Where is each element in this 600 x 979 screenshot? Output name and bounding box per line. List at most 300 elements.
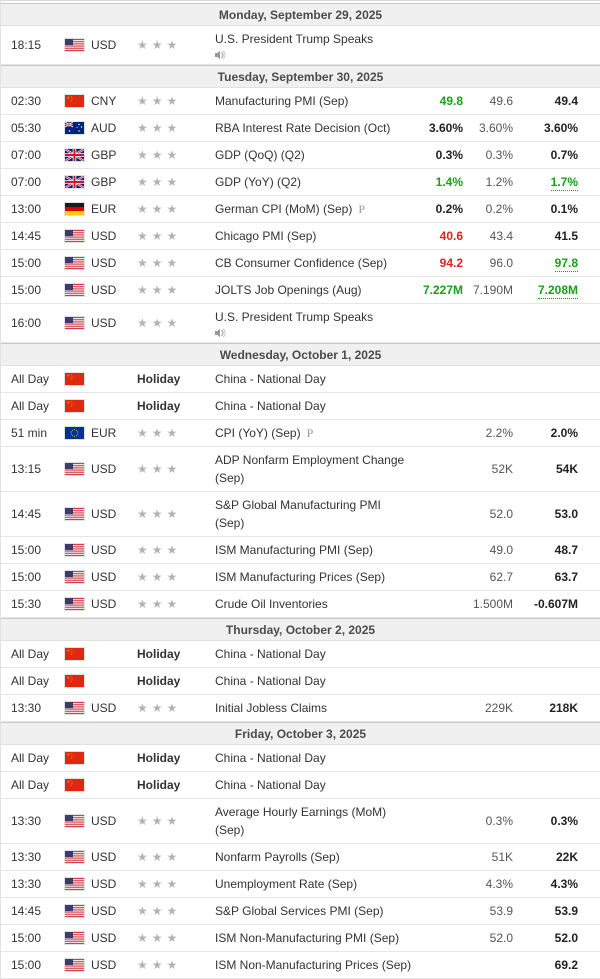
event-time: 07:00 <box>11 175 42 189</box>
event-cell <box>215 173 413 191</box>
speaker-icon[interactable] <box>215 328 413 338</box>
forecast-value: 0.3% <box>485 148 513 162</box>
importance-cell <box>137 507 215 521</box>
event-cell <box>215 496 413 532</box>
importance-stars-icon: ★★★ <box>137 904 182 918</box>
importance-cell <box>137 372 215 386</box>
event-title[interactable]: ISM Manufacturing PMI (Sep) <box>215 543 374 557</box>
currency-code: USD <box>91 283 117 297</box>
event-row[interactable] <box>1 695 600 722</box>
previous-value: 53.0 <box>554 507 578 521</box>
currency-code: USD <box>91 229 117 243</box>
event-title[interactable]: Average Hourly Earnings (MoM) (Sep) <box>215 805 387 837</box>
currency-code: AUD <box>91 121 117 135</box>
country-cell <box>65 850 137 864</box>
us-flag-icon <box>65 317 84 329</box>
event-title[interactable]: U.S. President Trump Speaks <box>215 32 374 46</box>
event-cell <box>215 92 413 110</box>
day-header: Thursday, October 2, 2025 <box>1 618 600 641</box>
importance-cell <box>137 121 215 135</box>
importance-stars-icon: ★★★ <box>137 283 182 297</box>
forecast-value: 52.0 <box>489 931 513 945</box>
country-cell <box>65 570 137 584</box>
holiday-label: Holiday <box>137 751 181 765</box>
country-cell <box>65 426 137 440</box>
event-title[interactable]: Unemployment Rate (Sep) <box>215 877 358 891</box>
preliminary-icon: P <box>358 202 366 216</box>
importance-cell <box>137 426 215 440</box>
event-title[interactable]: ISM Non-Manufacturing Prices (Sep) <box>215 958 412 972</box>
currency-code: USD <box>91 958 117 972</box>
country-cell <box>65 701 137 715</box>
currency-code: USD <box>91 316 117 330</box>
country-cell <box>65 877 137 891</box>
event-cell <box>215 541 413 559</box>
importance-stars-icon: ★★★ <box>137 507 182 521</box>
forecast-value: 0.3% <box>485 814 513 828</box>
event-title[interactable]: China - National Day <box>215 372 326 386</box>
event-cell <box>215 595 413 613</box>
country-cell <box>65 675 137 687</box>
event-title[interactable]: China - National Day <box>215 399 326 413</box>
event-time: 16:00 <box>11 316 42 330</box>
forecast-value: 0.2% <box>485 202 513 216</box>
event-time: 15:30 <box>11 597 42 611</box>
event-cell <box>215 956 413 974</box>
event-title[interactable]: JOLTS Job Openings (Aug) <box>215 283 362 297</box>
country-cell <box>65 597 137 611</box>
importance-stars-icon: ★★★ <box>137 316 182 330</box>
holiday-row[interactable] <box>1 668 600 695</box>
gb-flag-icon <box>65 149 84 161</box>
event-time: 15:00 <box>11 256 42 270</box>
importance-stars-icon: ★★★ <box>137 462 182 476</box>
currency-code: USD <box>91 904 117 918</box>
importance-cell <box>137 202 215 216</box>
eu-flag-icon <box>65 427 84 439</box>
importance-cell <box>137 283 215 297</box>
preliminary-icon: P <box>306 426 314 440</box>
us-flag-icon <box>65 932 84 944</box>
event-row[interactable] <box>1 420 600 447</box>
previous-value: 48.7 <box>554 543 578 557</box>
importance-cell <box>137 462 215 476</box>
event-row[interactable] <box>1 447 600 492</box>
previous-value: 22K <box>555 850 578 864</box>
importance-stars-icon: ★★★ <box>137 701 182 715</box>
importance-cell <box>137 850 215 864</box>
day-header: Friday, October 3, 2025 <box>1 722 600 745</box>
previous-value: 1.7% <box>550 175 578 189</box>
event-cell <box>215 119 413 137</box>
country-cell <box>65 543 137 557</box>
previous-value: 53.9 <box>554 904 578 918</box>
currency-code: EUR <box>91 202 117 216</box>
day-header: Wednesday, October 1, 2025 <box>1 343 600 366</box>
event-time: 02:30 <box>11 94 42 108</box>
importance-cell <box>137 316 215 330</box>
importance-cell <box>137 38 215 52</box>
country-cell <box>65 752 137 764</box>
forecast-value: 3.60% <box>478 121 513 135</box>
event-cell <box>215 254 413 272</box>
country-cell <box>65 148 137 162</box>
event-time: 14:45 <box>11 904 42 918</box>
importance-stars-icon: ★★★ <box>137 38 182 52</box>
event-title[interactable]: CPI (YoY) (Sep) P <box>215 426 314 440</box>
event-cell <box>215 749 413 767</box>
country-cell <box>65 400 137 412</box>
event-time: 07:00 <box>11 148 42 162</box>
event-title[interactable]: RBA Interest Rate Decision (Oct) <box>215 121 391 135</box>
forecast-value: 4.3% <box>485 877 513 891</box>
previous-value: 4.3% <box>550 877 578 891</box>
au-flag-icon <box>65 122 84 134</box>
importance-stars-icon: ★★★ <box>137 175 182 189</box>
event-time: All Day <box>11 647 50 661</box>
event-row[interactable] <box>1 537 600 564</box>
event-row[interactable] <box>1 844 600 871</box>
us-flag-icon <box>65 571 84 583</box>
event-cell <box>215 803 413 839</box>
previous-value: 3.60% <box>543 121 578 135</box>
event-time: 05:30 <box>11 121 42 135</box>
country-cell <box>65 283 137 297</box>
previous-value: 54K <box>555 462 578 476</box>
currency-code: USD <box>91 570 117 584</box>
event-cell <box>215 424 413 442</box>
cn-flag-icon <box>65 648 84 660</box>
importance-stars-icon: ★★★ <box>137 814 182 828</box>
event-title[interactable]: ADP Nonfarm Employment Change (Sep) <box>215 453 405 485</box>
event-cell <box>215 308 413 338</box>
holiday-row[interactable] <box>1 641 600 668</box>
event-cell <box>215 146 413 164</box>
importance-stars-icon: ★★★ <box>137 570 182 584</box>
event-time: All Day <box>11 778 50 792</box>
importance-cell <box>137 570 215 584</box>
currency-code: CNY <box>91 94 117 108</box>
us-flag-icon <box>65 905 84 917</box>
event-row[interactable] <box>1 277 600 304</box>
event-row[interactable] <box>1 591 600 618</box>
previous-value: 63.7 <box>554 570 578 584</box>
forecast-value: 229K <box>484 701 513 715</box>
event-cell <box>215 645 413 663</box>
actual-value: 49.8 <box>439 94 463 108</box>
country-cell <box>65 229 137 243</box>
us-flag-icon <box>65 508 84 520</box>
forecast-value: 1.2% <box>485 175 513 189</box>
event-row[interactable] <box>1 799 600 844</box>
importance-cell <box>137 814 215 828</box>
us-flag-icon <box>65 39 84 51</box>
actual-value: 7.227M <box>422 283 463 297</box>
event-row[interactable] <box>1 196 600 223</box>
holiday-row[interactable] <box>1 393 600 420</box>
event-time: 15:00 <box>11 543 42 557</box>
event-title[interactable]: ISM Manufacturing Prices (Sep) <box>215 570 386 584</box>
forecast-value: 7.190M <box>472 283 513 297</box>
forecast-value: 43.4 <box>489 229 513 243</box>
cn-flag-icon <box>65 752 84 764</box>
event-title[interactable]: China - National Day <box>215 751 326 765</box>
importance-cell <box>137 229 215 243</box>
actual-value: 40.6 <box>439 229 463 243</box>
currency-code: USD <box>91 38 117 52</box>
event-cell <box>215 875 413 893</box>
actual-value: 0.2% <box>435 202 463 216</box>
us-flag-icon <box>65 230 84 242</box>
us-flag-icon <box>65 878 84 890</box>
previous-value: 52.0 <box>554 931 578 945</box>
day-header: Tuesday, September 30, 2025 <box>1 65 600 88</box>
gb-flag-icon <box>65 176 84 188</box>
importance-cell <box>137 647 215 661</box>
us-flag-icon <box>65 702 84 714</box>
event-cell <box>215 397 413 415</box>
event-row[interactable] <box>1 925 600 952</box>
event-title[interactable]: S&P Global Services PMI (Sep) <box>215 904 384 918</box>
event-title[interactable]: Nonfarm Payrolls (Sep) <box>215 850 340 864</box>
country-cell <box>65 38 137 52</box>
importance-cell <box>137 931 215 945</box>
event-cell <box>215 370 413 388</box>
event-time: 13:30 <box>11 877 42 891</box>
importance-cell <box>137 94 215 108</box>
currency-code: USD <box>91 877 117 891</box>
event-time: 13:15 <box>11 462 42 476</box>
event-time: 51 min <box>11 426 48 440</box>
forecast-value: 49.0 <box>489 543 513 557</box>
importance-cell <box>137 877 215 891</box>
event-title[interactable]: China - National Day <box>215 647 326 661</box>
holiday-row[interactable] <box>1 366 600 393</box>
event-title[interactable]: GDP (YoY) (Q2) <box>215 175 302 189</box>
holiday-row[interactable] <box>1 745 600 772</box>
previous-value: 7.208M <box>537 283 578 297</box>
country-cell <box>65 121 137 135</box>
us-flag-icon <box>65 815 84 827</box>
event-row[interactable] <box>1 169 600 196</box>
event-title[interactable]: Crude Oil Inventories <box>215 597 328 611</box>
currency-code: USD <box>91 701 117 715</box>
event-title[interactable]: China - National Day <box>215 778 326 792</box>
importance-cell <box>137 256 215 270</box>
importance-stars-icon: ★★★ <box>137 958 182 972</box>
currency-code: USD <box>91 256 117 270</box>
us-flag-icon <box>65 257 84 269</box>
event-row[interactable] <box>1 564 600 591</box>
importance-stars-icon: ★★★ <box>137 931 182 945</box>
currency-code: USD <box>91 543 117 557</box>
speaker-icon[interactable] <box>215 50 413 60</box>
event-time: 18:15 <box>11 38 42 52</box>
event-title[interactable]: GDP (QoQ) (Q2) <box>215 148 305 162</box>
importance-stars-icon: ★★★ <box>137 543 182 557</box>
country-cell <box>65 175 137 189</box>
forecast-value: 2.2% <box>485 426 513 440</box>
importance-cell <box>137 904 215 918</box>
importance-cell <box>137 751 215 765</box>
event-time: 13:00 <box>11 202 42 216</box>
importance-stars-icon: ★★★ <box>137 850 182 864</box>
previous-value: 218K <box>549 701 578 715</box>
event-cell <box>215 902 413 920</box>
event-row[interactable] <box>1 115 600 142</box>
importance-stars-icon: ★★★ <box>137 229 182 243</box>
event-time: 15:00 <box>11 570 42 584</box>
currency-code: USD <box>91 462 117 476</box>
holiday-label: Holiday <box>137 674 181 688</box>
country-cell <box>65 316 137 330</box>
country-cell <box>65 904 137 918</box>
actual-value: 1.4% <box>435 175 463 189</box>
event-row[interactable] <box>1 223 600 250</box>
event-time: 14:45 <box>11 507 42 521</box>
us-flag-icon <box>65 284 84 296</box>
importance-cell <box>137 175 215 189</box>
event-cell <box>215 848 413 866</box>
event-time: All Day <box>11 372 50 386</box>
forecast-value: 49.6 <box>489 94 513 108</box>
event-row[interactable] <box>1 898 600 925</box>
event-row[interactable] <box>1 492 600 537</box>
country-cell <box>65 256 137 270</box>
event-time: 15:00 <box>11 931 42 945</box>
importance-cell <box>137 674 215 688</box>
importance-stars-icon: ★★★ <box>137 597 182 611</box>
importance-cell <box>137 543 215 557</box>
us-flag-icon <box>65 959 84 971</box>
previous-value: 69.2 <box>554 958 578 972</box>
previous-value: 0.1% <box>550 202 578 216</box>
currency-code: USD <box>91 597 117 611</box>
importance-stars-icon: ★★★ <box>137 256 182 270</box>
event-cell <box>215 929 413 947</box>
holiday-label: Holiday <box>137 778 181 792</box>
event-time: 14:45 <box>11 229 42 243</box>
country-cell <box>65 931 137 945</box>
currency-code: GBP <box>91 148 117 162</box>
event-cell <box>215 568 413 586</box>
importance-cell <box>137 148 215 162</box>
importance-cell <box>137 778 215 792</box>
event-cell <box>215 281 413 299</box>
holiday-row[interactable] <box>1 772 600 799</box>
event-title[interactable]: China - National Day <box>215 674 326 688</box>
forecast-value: 53.9 <box>489 904 513 918</box>
country-cell <box>65 648 137 660</box>
previous-value: 49.4 <box>554 94 578 108</box>
event-row[interactable] <box>1 871 600 898</box>
event-cell <box>215 451 413 487</box>
importance-cell <box>137 597 215 611</box>
actual-value: 94.2 <box>439 256 463 270</box>
event-title[interactable]: CB Consumer Confidence (Sep) <box>215 256 388 270</box>
event-time: All Day <box>11 751 50 765</box>
importance-stars-icon: ★★★ <box>137 121 182 135</box>
event-time: All Day <box>11 674 50 688</box>
country-cell <box>65 779 137 791</box>
event-row[interactable] <box>1 250 600 277</box>
event-row[interactable] <box>1 952 600 979</box>
event-title[interactable]: Manufacturing PMI (Sep) <box>215 94 349 108</box>
us-flag-icon <box>65 851 84 863</box>
importance-stars-icon: ★★★ <box>137 94 182 108</box>
event-title[interactable]: German CPI (MoM) (Sep) P <box>215 202 366 216</box>
country-cell <box>65 507 137 521</box>
cn-flag-icon <box>65 675 84 687</box>
importance-cell <box>137 701 215 715</box>
previous-value: 0.3% <box>550 814 578 828</box>
country-cell <box>65 814 137 828</box>
event-time: 15:00 <box>11 283 42 297</box>
event-title[interactable]: Initial Jobless Claims <box>215 701 328 715</box>
cn-flag-icon <box>65 400 84 412</box>
us-flag-icon <box>65 544 84 556</box>
importance-cell <box>137 958 215 972</box>
country-cell <box>65 462 137 476</box>
currency-code: GBP <box>91 175 117 189</box>
event-row[interactable] <box>1 142 600 169</box>
importance-stars-icon: ★★★ <box>137 426 182 440</box>
country-cell <box>65 202 137 216</box>
event-time: All Day <box>11 399 50 413</box>
day-header: Monday, September 29, 2025 <box>1 3 600 26</box>
importance-cell <box>137 399 215 413</box>
country-cell <box>65 958 137 972</box>
event-row[interactable] <box>1 304 600 343</box>
previous-value: 97.8 <box>554 256 578 270</box>
event-title[interactable]: S&P Global Manufacturing PMI (Sep) <box>215 498 381 530</box>
importance-stars-icon: ★★★ <box>137 148 182 162</box>
currency-code: USD <box>91 850 117 864</box>
event-title[interactable]: Chicago PMI (Sep) <box>215 229 317 243</box>
cn-flag-icon <box>65 373 84 385</box>
event-title[interactable]: U.S. President Trump Speaks <box>215 310 374 324</box>
forecast-value: 52K <box>491 462 513 476</box>
previous-value: 41.5 <box>554 229 578 243</box>
previous-value: 2.0% <box>550 426 578 440</box>
holiday-label: Holiday <box>137 372 181 386</box>
us-flag-icon <box>65 598 84 610</box>
event-title[interactable]: ISM Non-Manufacturing PMI (Sep) <box>215 931 400 945</box>
previous-value: -0.607M <box>533 597 578 611</box>
forecast-value: 62.7 <box>489 570 513 584</box>
event-cell <box>215 699 413 717</box>
event-time: 13:30 <box>11 814 42 828</box>
currency-code: USD <box>91 931 117 945</box>
previous-value: 0.7% <box>550 148 578 162</box>
actual-value: 3.60% <box>428 121 463 135</box>
country-cell <box>65 94 137 108</box>
forecast-value: 51K <box>491 850 513 864</box>
cn-flag-icon <box>65 779 84 791</box>
forecast-value: 1.500M <box>472 597 513 611</box>
event-time: 15:00 <box>11 958 42 972</box>
holiday-label: Holiday <box>137 399 181 413</box>
event-row[interactable] <box>1 88 600 115</box>
event-row[interactable] <box>1 26 600 65</box>
event-cell <box>215 227 413 245</box>
country-cell <box>65 373 137 385</box>
actual-value: 0.3% <box>435 148 463 162</box>
currency-code: EUR <box>91 426 117 440</box>
importance-stars-icon: ★★★ <box>137 202 182 216</box>
de-flag-icon <box>65 203 84 215</box>
event-cell <box>215 672 413 690</box>
